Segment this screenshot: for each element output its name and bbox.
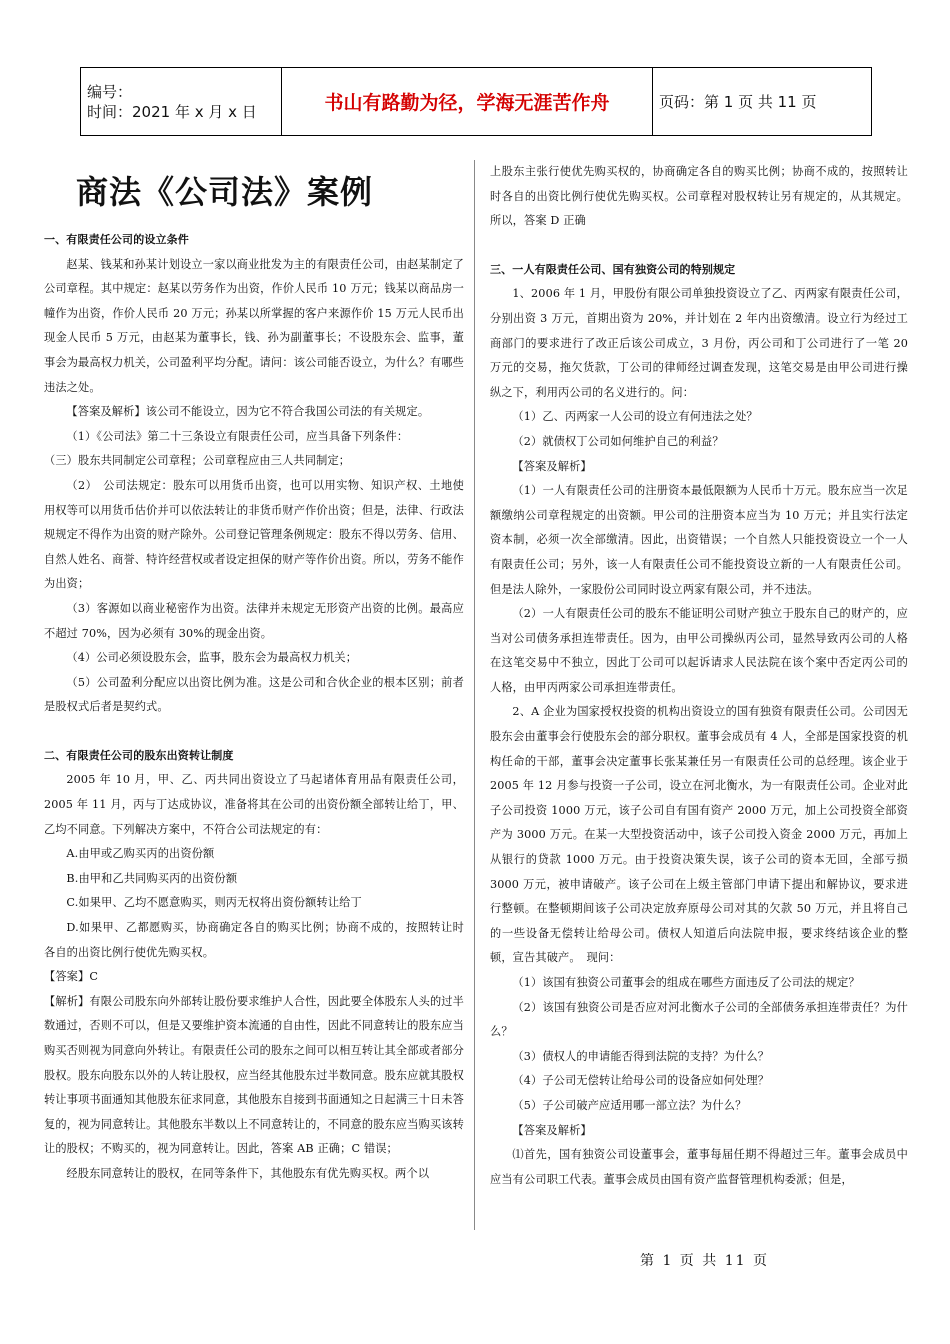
section-heading: 三、一人有限责任公司、国有独资公司的特别规定 <box>490 262 736 276</box>
paragraph: D.如果甲、乙都愿购买，协商确定各自的购买比例；协商不成的，按照转让时各自的出资比例行使优先购买权。 <box>44 921 464 959</box>
time-label: 时间：2021 年 x 月 x 日 <box>87 102 257 121</box>
section-heading: 一、有限责任公司的设立条件 <box>44 233 189 246</box>
column-divider <box>474 160 475 1230</box>
spacer <box>44 720 464 744</box>
paragraph: （3）债权人的申请能否得到法院的支持？为什么？ <box>512 1049 770 1063</box>
right-column-body <box>490 160 908 1192</box>
paragraph: （1）一人有限责任公司的注册资本最低限额为人民币十万元。股东应当一次足额缴纳公司章程规定的出资额。甲公司的注册资本应当为 10 万元；并且实行法定资本制，必须一次全部缴清。因此，出资错误；一个自然人只能投资设立一个一人有限责任公司；另外，该一人有限责任公司不能投资设立新的一人有限责任公司。但是法人除外，一家股份公司同时设立两家有限公司，并不违法。 <box>490 484 908 596</box>
document-header <box>80 67 872 136</box>
paragraph: 赵某、钱某和孙某计划设立一家以商业批发为主的有限责任公司，由赵某制定了公司章程。其中规定：赵某以劳务作为出资，作价人民币 10 万元；钱某以商品房一幢作为出资，作价人民币 20 万元；孙某以所掌握的客户来源作价 15 万元人民币出现金人民币 5 万元，由赵某为董事长，钱、孙为副董事长；不设股东会、监事，董事会为最高权力机关，公司盈利平均分配。请问：该公司能否设立，为什么？有哪些违法之处。 <box>44 257 464 394</box>
paragraph: （4）子公司无偿转让给母公司的设备应如何处理？ <box>512 1074 770 1088</box>
paragraph: 2、A 企业为国家授权投资的机构出资设立的国有独资有限责任公司。公司因无股东会由董事会行使股东会的部分职权。董事会成员有 4 人，全部是国家投资的机构任命的干部，董事会决定董事长张某兼任另一有限责任公司的总经理。该企业于 2005 年 12 月参与投资一子公司，设立在河北衡水，为一有限责任公司。企业对此子公司投资 1000 万元，该子公司自有国有资产 2000 万元，加上公司投资全部资产为 3000 万元。在某一大型投资活动中，该子公司投入资金 2000 万元，再加上从银行的贷款 1000 万元。由于投资决策失误，该子公司的资本无回，全部亏损 3000 万元，被申请破产。该子公司在上级主管部门申请下提出和解协议，要求进行整顿。在整顿期间该子公司决定放弃原母公司对其的欠款 50 万元，并且将自己的一些设备无偿转让给母公司。债权人知道后向法院申报，要求终结该企业的整顿，宣告其破产。 现问： <box>490 705 908 965</box>
paragraph: 【答案及解析】该公司不能设立，因为它不符合我国公司法的有关规定。 <box>66 405 430 419</box>
document-title: 商法《公司法》案例 <box>76 173 374 211</box>
page-footer: 第 1 页 共 11 页 <box>640 1253 769 1269</box>
paragraph: （2）该国有独资公司是否应对河北衡水子公司的全部债务承担连带责任？为什么？ <box>490 1000 908 1039</box>
code-label: 编号： <box>87 82 133 101</box>
section-heading: 二、有限责任公司的股东出资转让制度 <box>44 748 234 762</box>
spacer <box>490 234 908 258</box>
paragraph: 上股东主张行使优先购买权的，协商确定各自的购买比例；协商不成的，按照转让时各自的出资比例行使优先购买权。公司章程对股权转让另有规定的，从其规定。所以，答案 D 正确 <box>490 165 908 228</box>
paragraph: （1）该国有独资公司董事会的组成在哪些方面违反了公司法的规定？ <box>512 976 860 989</box>
paragraph: （5）子公司破产应适用哪一部立法？为什么？ <box>512 1098 747 1112</box>
paragraph: （4）公司必须设股东会，监事，股东会为最高权力机关； <box>66 651 358 665</box>
paragraph: 2005 年 10 月，甲、乙、丙共同出资设立了马起诸体育用品有限责任公司，2005 年 11 月，丙与丁达成协议，准备将其在公司的出资份额全部转让给丁，甲、乙均不同意。下列解决方案中，不符合公司法规定的有： <box>44 773 464 836</box>
paragraph: 1、2006 年 1 月，甲股份有限公司单独投资设立了乙、丙两家有限责任公司，分别出资 3 万元，首期出资为 20%，并计划在 2 年内出资缴清。设立行为经过工商部门的要求进行了改正后该公司成立，3 月份，丙公司和丁公司进行了一笔 20 万元的交易，拖欠货款，丁公司的律师经过调查发现，这笔交易是由甲公司进行操纵之下，利用丙公司的名义进行的。问： <box>490 287 908 399</box>
left-column-body <box>44 228 464 1187</box>
paragraph: 经股东同意转让的股权，在同等条件下，其他股东有优先购买权。两个以 <box>66 1166 430 1180</box>
paragraph: （1）乙、丙两家一人公司的设立有何违法之处？ <box>512 410 758 424</box>
paragraph: （三）股东共同制定公司章程；公司章程应由三人共同制定； <box>44 454 351 468</box>
paragraph: 【解析】有限公司股东向外部转让股份要求维护人合性，因此要全体股东人头的过半数通过，否则不可以，但是又要维护资本流通的自由性，因此不同意转让的股东应当购买否则视为同意向外转让。有限责任公司的股东之间可以相互转让其全部或者部分股权。股东向股东以外的人转让股权，应当经其他股东过半数同意。股东应就其股权转让事项书面通知其他股东征求同意，其他股东自接到书面通知之日起满三十日未答复的，视为同意转让。其他股东半数以上不同意转让的，不同意的股东应当购买该转让的股权；不购买的，视为同意转让。因此，答案 AB 正确；C 错误； <box>44 994 464 1156</box>
paragraph: （1）《公司法》第二十三条设立有限责任公司，应当具备下列条件： <box>66 429 409 443</box>
paragraph: （5）公司盈利分配应以出资比例为准。这是公司和合伙企业的根本区别；前者是股权式后者是契约式。 <box>44 675 464 714</box>
left-column <box>44 160 464 1187</box>
paragraph: （2） 公司法规定：股东可以用货币出资，也可以用实物、知识产权、土地使用权等可以用货币估价并可以依法转让的非货币财产作价出资；但是，法律、行政法规规定不得作为出资的财产除外。公司登记管理条例规定：股东不得以劳务、信用、自然人姓名、商誉、特许经营权或者设定担保的财产等作价出资。所以，劳务不能作为出资； <box>44 478 464 591</box>
right-column <box>490 160 908 1192</box>
paragraph: （2）一人有限责任公司的股东不能证明公司财产独立于股东自己的财产的，应当对公司债务承担连带责任。因为，由甲公司操纵丙公司，显然导致丙公司的人格在这笔交易中不独立，因此丁公司可以起诉请求人民法院在该个案中否定丙公司的人格，由甲丙两家公司承担连带责任。 <box>490 607 908 694</box>
paragraph: ⑴首先，国有独资公司设董事会，董事每届任期不得超过三年。董事会成员中应当有公司职工代表。董事会成员由国有资产监督管理机构委派；但是， <box>490 1148 908 1186</box>
paragraph: 【答案及解析】 <box>512 459 592 473</box>
header-page-info: 页码：第 1 页 共 11 页 <box>653 68 872 136</box>
paragraph: A.由甲或乙购买丙的出资份额 <box>66 847 215 861</box>
paragraph: （2）就债权丁公司如何维护自己的利益？ <box>512 434 724 448</box>
header-motto: 书山有路勤为径，学海无涯苦作舟 <box>282 68 653 136</box>
paragraph: B.由甲和乙共同购买丙的出资份额 <box>66 871 238 885</box>
paragraph: 【答案及解析】 <box>512 1123 592 1137</box>
paragraph: （3）客源如以商业秘密作为出资。法律并未规定无形资产出资的比例。最高应不超过 70%，因为必须有 30%的现金出资。 <box>44 601 464 640</box>
paragraph: 【答案】C <box>44 970 99 984</box>
header-meta-cell <box>81 68 282 136</box>
paragraph: C.如果甲、乙均不愿意购买，则丙无权将出资份额转让给丁 <box>66 896 362 910</box>
